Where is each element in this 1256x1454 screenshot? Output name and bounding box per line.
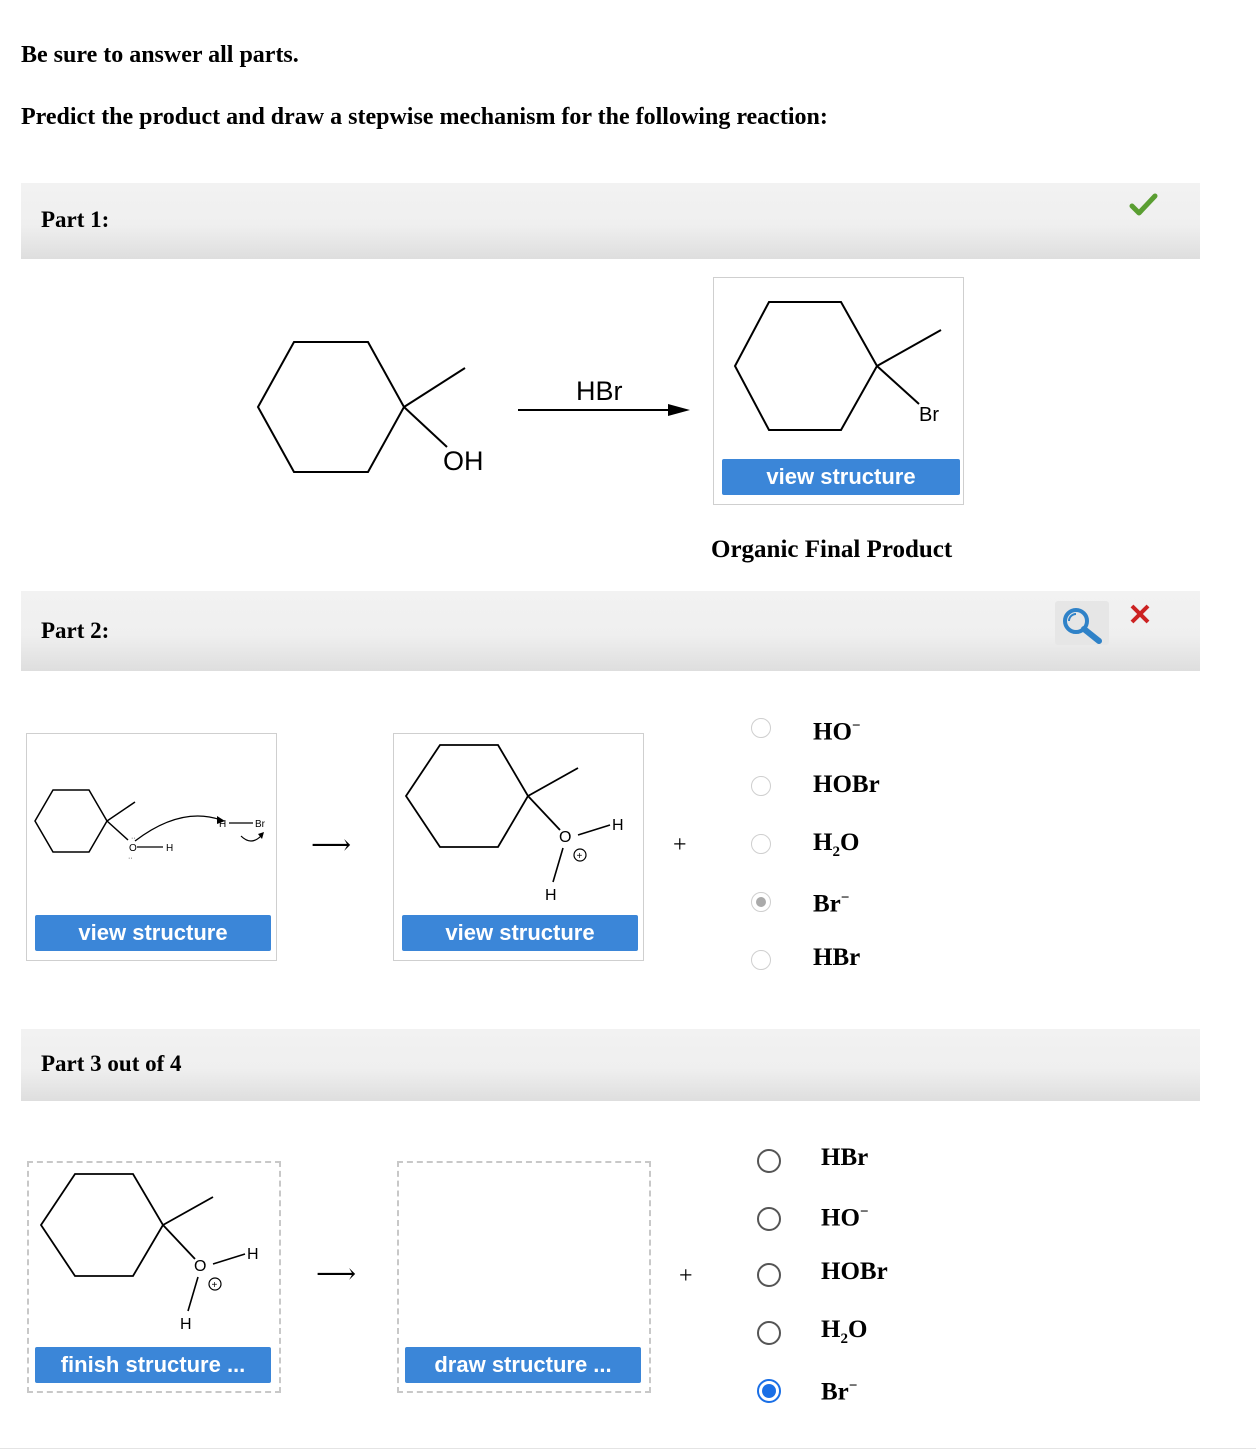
reaction-arrow <box>518 400 693 420</box>
product-caption: Organic Final Product <box>711 536 953 563</box>
p3l-h2: H <box>180 1316 192 1333</box>
svg-text:··: ·· <box>131 835 136 842</box>
part3-option-hbr: HBr <box>821 1144 869 1171</box>
part2-radio-br[interactable] <box>751 892 771 912</box>
part3-radio-h2o[interactable] <box>757 1321 781 1345</box>
part3-radio-hobr[interactable] <box>757 1263 781 1287</box>
part2-radio-ho[interactable] <box>751 718 771 738</box>
p2r-h2: H <box>545 887 557 904</box>
finish-structure-button[interactable]: finish structure ... <box>35 1347 271 1383</box>
bottom-divider <box>0 1448 1256 1449</box>
instruction-question: Predict the product and draw a stepwise mechanism for the following reaction: <box>21 104 828 130</box>
p2l-h1: H <box>166 843 174 854</box>
check-icon <box>1129 193 1159 217</box>
part2-radio-hobr[interactable] <box>751 776 771 796</box>
part3-left-structure-box[interactable] <box>27 1161 281 1393</box>
part1-view-structure-button[interactable]: view structure <box>722 459 960 495</box>
part3-right-structure-box[interactable] <box>397 1161 651 1393</box>
reactant-oh-label: OH <box>443 446 484 476</box>
part3-option-hobr: HOBr <box>821 1258 888 1285</box>
p2r-charge: + <box>576 851 583 862</box>
part2-left-view-structure-button[interactable]: view structure <box>35 915 271 951</box>
part3-option-h2o: $H_2O$ <box>821 1316 868 1347</box>
reagent-label: HBr <box>576 376 623 406</box>
part2-radio-h2o[interactable] <box>751 834 771 854</box>
p2r-o: O <box>559 829 572 846</box>
part2-option-h2o: $H_2O$ <box>813 829 860 860</box>
part2-radio-hbr[interactable] <box>751 950 771 970</box>
part2-right-view-structure-button[interactable]: view structure <box>402 915 638 951</box>
part2-header <box>21 591 1200 671</box>
part2-left-structure-box[interactable] <box>26 733 277 961</box>
part2-option-br: Br− <box>813 890 850 918</box>
part2-right-structure <box>398 738 638 910</box>
p2l-h2: H <box>219 819 227 830</box>
part3-option-ho: HO− <box>821 1204 869 1232</box>
p2l-o: O <box>129 843 137 854</box>
draw-structure-button[interactable]: draw structure ... <box>405 1347 641 1383</box>
part2-option-ho: HO− <box>813 718 861 746</box>
part2-option-hobr: HOBr <box>813 771 880 798</box>
p3l-h1: H <box>247 1246 259 1263</box>
part2-option-hbr: HBr <box>813 944 861 971</box>
part3-left-structure <box>33 1167 273 1339</box>
part3-label: Part 3 out of 4 <box>41 1051 182 1076</box>
p3l-o: O <box>194 1258 207 1275</box>
part2-arrow: ⟶ <box>311 830 352 861</box>
part2-plus: + <box>673 832 687 858</box>
p2r-h1: H <box>612 817 624 834</box>
part3-plus: + <box>679 1263 693 1289</box>
part1-header <box>21 183 1200 259</box>
product-structure-box[interactable] <box>713 277 964 505</box>
p2l-br: Br <box>255 819 265 830</box>
part1-label: Part 1: <box>41 207 110 232</box>
part3-option-br: Br− <box>821 1378 858 1406</box>
part2-label: Part 2: <box>41 618 110 643</box>
part3-radio-ho[interactable] <box>757 1207 781 1231</box>
magnifier-icon <box>1055 601 1109 645</box>
part3-radio-br[interactable] <box>757 1379 781 1403</box>
x-icon <box>1129 603 1151 625</box>
magnifier-button[interactable] <box>1055 601 1109 645</box>
part3-radio-hbr[interactable] <box>757 1149 781 1173</box>
part2-left-structure <box>31 784 271 864</box>
svg-text:··: ·· <box>128 855 133 862</box>
part3-header <box>21 1029 1200 1101</box>
instruction-answer-all: Be sure to answer all parts. <box>21 42 299 68</box>
part3-arrow: ⟶ <box>316 1259 357 1290</box>
p3l-charge: + <box>211 1280 218 1291</box>
part2-right-structure-box[interactable] <box>393 733 644 961</box>
product-br-label: Br <box>919 404 939 426</box>
